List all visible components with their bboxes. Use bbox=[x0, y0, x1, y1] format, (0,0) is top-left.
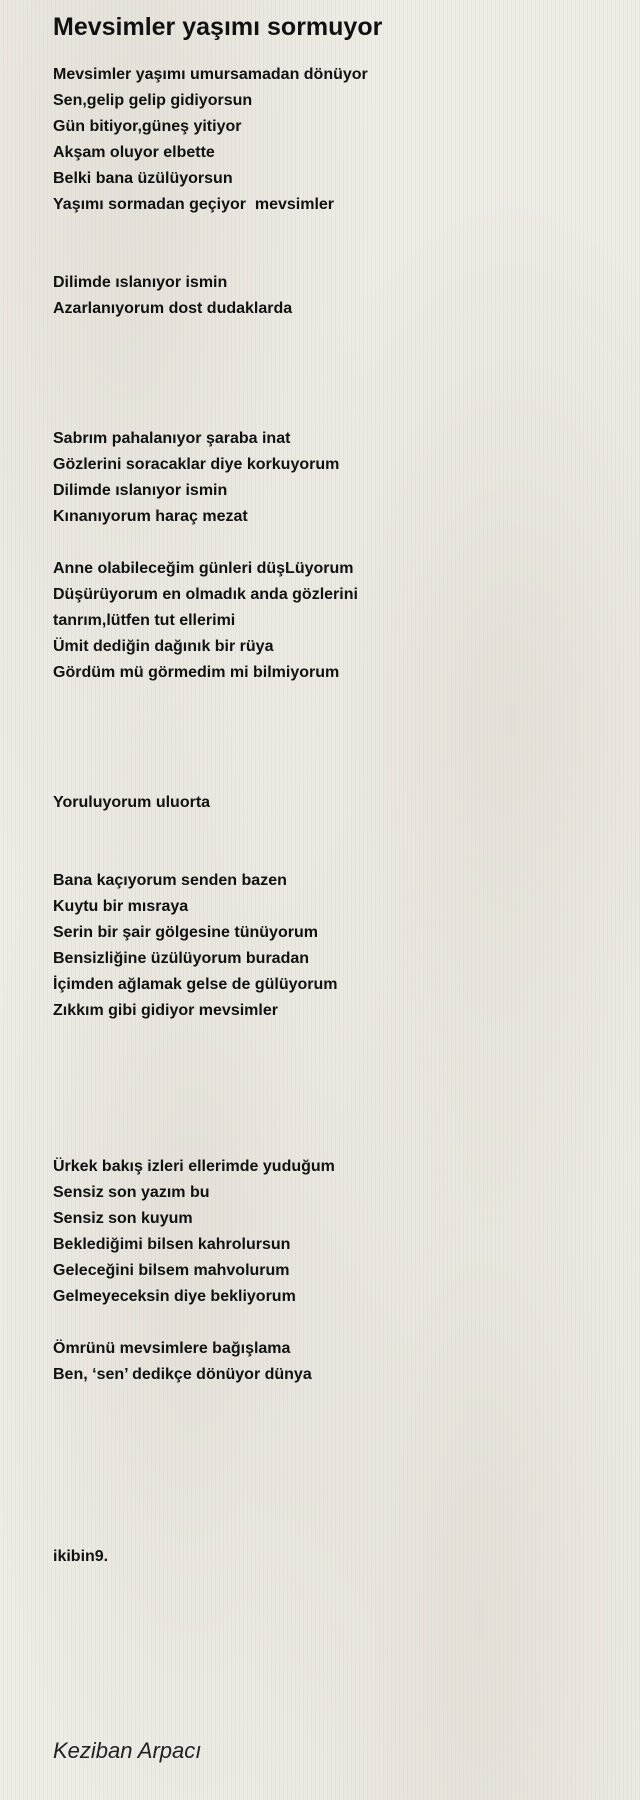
poem-line: Sabrım pahalanıyor şaraba inat bbox=[53, 430, 291, 447]
poem-line: Yoruluyorum uluorta bbox=[53, 794, 211, 811]
stanza-gap bbox=[53, 400, 613, 426]
poem-line: tanrım,lütfen tut ellerimi bbox=[53, 612, 236, 629]
stanza-gap bbox=[53, 686, 613, 712]
stanza-gap bbox=[53, 348, 613, 374]
poem-line: Sensiz son kuyum bbox=[53, 1210, 193, 1227]
poem-line: Zıkkım gibi gidiyor mevsimler bbox=[53, 1002, 278, 1019]
stanza-gap bbox=[53, 1076, 613, 1102]
poem-line: Ürkek bakış izleri ellerimde yuduğum bbox=[53, 1158, 335, 1175]
stanza-gap bbox=[53, 218, 613, 244]
poem-page bbox=[53, 0, 613, 1570]
poem-line: Mevsimler yaşımı umursamadan dönüyor bbox=[53, 66, 368, 83]
poem-line: Ben, ‘sen’ dedikçe dönüyor dünya bbox=[53, 1366, 312, 1383]
poem-line: İçimden ağlamak gelse de gülüyorum bbox=[53, 976, 338, 993]
stanza-gap bbox=[53, 842, 613, 868]
stanza-gap bbox=[53, 1492, 613, 1518]
poem-line: Gözlerini soracaklar diye korkuyorum bbox=[53, 456, 340, 473]
poem-line: Bensizliğine üzülüyorum buradan bbox=[53, 950, 310, 967]
stanza-gap bbox=[53, 764, 613, 790]
poem-line: Serin bir şair gölgesine tünüyorum bbox=[53, 924, 318, 941]
poem-line: Geleceğini bilsem mahvolurum bbox=[53, 1262, 290, 1279]
stanza-gap bbox=[53, 1102, 613, 1128]
poem-line: Gelmeyeceksin diye bekliyorum bbox=[53, 1288, 296, 1305]
poem-line: Sensiz son yazım bu bbox=[53, 1184, 210, 1201]
poem-line: Beklediğimi bilsen kahrolursun bbox=[53, 1236, 291, 1253]
poem-line: Ömrünü mevsimlere bağışlama bbox=[53, 1340, 291, 1357]
poem-line: Azarlanıyorum dost dudaklarda bbox=[53, 300, 293, 317]
poem-line: Dilimde ıslanıyor ismin bbox=[53, 274, 228, 291]
stanza-gap bbox=[53, 322, 613, 348]
stanza-gap bbox=[53, 738, 613, 764]
poem-line: Gördüm mü görmedim mi bilmiyorum bbox=[53, 664, 340, 681]
poem-line: Belki bana üzülüyorsun bbox=[53, 170, 233, 187]
stanza-gap bbox=[53, 244, 613, 270]
stanza-gap bbox=[53, 1414, 613, 1440]
poem-line: Sen,gelip gelip gidiyorsun bbox=[53, 92, 253, 109]
stanza-gap bbox=[53, 1388, 613, 1414]
stanza-gap bbox=[53, 530, 613, 556]
stanza-gap bbox=[53, 374, 613, 400]
poem-line: Kuytu bir mısraya bbox=[53, 898, 189, 915]
stanza-gap bbox=[53, 1440, 613, 1466]
poem-line: Bana kaçıyorum senden bazen bbox=[53, 872, 287, 889]
stanza-gap bbox=[53, 1128, 613, 1154]
poem-title: Mevsimler yaşımı sormuyor bbox=[53, 13, 383, 41]
stanza-gap bbox=[53, 1518, 613, 1544]
stanza-gap bbox=[53, 1050, 613, 1076]
poem-line: Yaşımı sormadan geçiyor mevsimler bbox=[53, 196, 335, 213]
author-name: Keziban Arpacı bbox=[53, 1738, 202, 1763]
poem-line: Ümit dediğin dağınık bir rüya bbox=[53, 638, 274, 655]
poem-line: Akşam oluyor elbette bbox=[53, 144, 215, 161]
stanza-gap bbox=[53, 1310, 613, 1336]
poem-line: ikibin9. bbox=[53, 1548, 109, 1565]
stanza-gap bbox=[53, 1024, 613, 1050]
stanza-gap bbox=[53, 816, 613, 842]
poem-line: Düşürüyorum en olmadık anda gözlerini bbox=[53, 586, 358, 603]
poem-line: Kınanıyorum haraç mezat bbox=[53, 508, 248, 525]
stanza-gap bbox=[53, 712, 613, 738]
poem-body bbox=[53, 62, 613, 1570]
stanza-gap bbox=[53, 1466, 613, 1492]
poem-line: Dilimde ıslanıyor ismin bbox=[53, 482, 228, 499]
poem-line: Anne olabileceğim günleri düşLüyorum bbox=[53, 560, 354, 577]
poem-line: Gün bitiyor,güneş yitiyor bbox=[53, 118, 242, 135]
